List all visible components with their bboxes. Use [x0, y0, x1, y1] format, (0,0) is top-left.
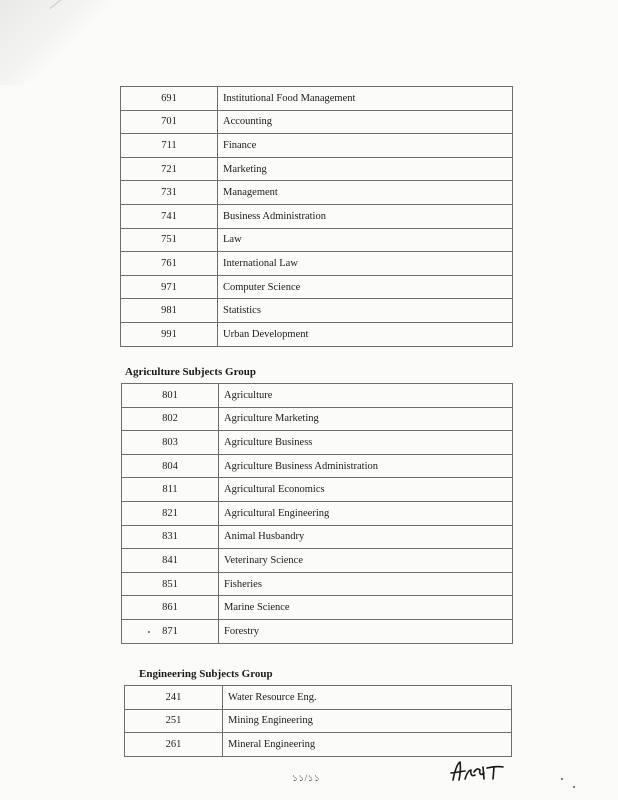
subject-name-cell: International Law: [218, 252, 513, 276]
table-row: [122, 454, 513, 478]
subject-code-cell: 721: [121, 157, 218, 181]
subject-name-cell: Institutional Food Management: [218, 87, 513, 111]
subject-name-cell: Agriculture Marketing: [219, 407, 513, 431]
subjects-table-engineering: [124, 685, 512, 757]
table-row: [122, 596, 513, 620]
subject-code-cell: 971: [121, 275, 218, 299]
subject-code-cell: 871: [122, 619, 219, 643]
table-row: [121, 228, 513, 252]
subject-code-cell: 831: [122, 525, 219, 549]
subject-name-cell: Finance: [218, 134, 513, 158]
subject-name-cell: Agricultural Engineering: [219, 501, 513, 525]
subject-code-cell: 821: [122, 501, 219, 525]
subject-code-cell: 802: [122, 407, 219, 431]
table-row: [122, 549, 513, 573]
subjects-table-general: [120, 86, 513, 347]
subject-code-cell: 804: [122, 454, 219, 478]
subjects-table-agriculture: [121, 383, 513, 644]
subject-name-cell: Urban Development: [218, 322, 513, 346]
subject-code-cell: 801: [122, 384, 219, 408]
subject-name-cell: Mineral Engineering: [223, 733, 512, 757]
subject-name-cell: Mining Engineering: [223, 709, 512, 733]
scan-speck: [561, 778, 563, 780]
subject-code-cell: 701: [121, 110, 218, 134]
subject-code-cell: 811: [122, 478, 219, 502]
subject-name-cell: Fisheries: [219, 572, 513, 596]
subject-code-cell: 981: [121, 299, 218, 323]
subject-code-cell: 691: [121, 87, 218, 111]
subject-name-cell: Marketing: [218, 157, 513, 181]
table-row: [121, 157, 513, 181]
engineering-group-heading: Engineering Subjects Group: [139, 668, 273, 680]
table-row: [122, 384, 513, 408]
subject-name-cell: Computer Science: [218, 275, 513, 299]
subject-name-cell: Management: [218, 181, 513, 205]
page-number: ১১/১১: [292, 773, 321, 783]
subject-name-cell: Law: [218, 228, 513, 252]
subject-code-cell: 761: [121, 252, 218, 276]
table-row: [122, 525, 513, 549]
table-row: [121, 252, 513, 276]
subject-name-cell: Animal Husbandry: [219, 525, 513, 549]
scan-speck: [148, 631, 150, 633]
subject-name-cell: Marine Science: [219, 596, 513, 620]
table-row: [121, 322, 513, 346]
subject-name-cell: Business Administration: [218, 204, 513, 228]
subject-name-cell: Water Resource Eng.: [223, 686, 512, 710]
subject-name-cell: Accounting: [218, 110, 513, 134]
subject-code-cell: 861: [122, 596, 219, 620]
table-row: [122, 572, 513, 596]
subject-name-cell: Agricultural Economics: [219, 478, 513, 502]
subject-code-cell: 751: [121, 228, 218, 252]
handwritten-signature: [447, 758, 509, 784]
subject-name-cell: Agriculture: [219, 384, 513, 408]
table-row: [122, 501, 513, 525]
table-row: [125, 733, 512, 757]
subject-code-cell: 741: [121, 204, 218, 228]
table-row: [121, 299, 513, 323]
folded-page-corner: [0, 0, 110, 85]
subject-code-cell: 841: [122, 549, 219, 573]
table-row: [121, 181, 513, 205]
subject-code-cell: 251: [125, 709, 223, 733]
subject-name-cell: Statistics: [218, 299, 513, 323]
agriculture-group-heading: Agriculture Subjects Group: [125, 366, 256, 378]
subject-code-cell: 851: [122, 572, 219, 596]
scan-speck: [573, 786, 575, 788]
subject-code-cell: 803: [122, 431, 219, 455]
table-row: [121, 110, 513, 134]
subject-name-cell: Agriculture Business Administration: [219, 454, 513, 478]
table-row: [125, 709, 512, 733]
table-row: [125, 686, 512, 710]
subject-name-cell: Veterinary Science: [219, 549, 513, 573]
table-row: [121, 87, 513, 111]
table-row: [122, 407, 513, 431]
table-row: [121, 134, 513, 158]
table-row: [121, 204, 513, 228]
table-row: [121, 275, 513, 299]
subject-code-cell: 261: [125, 733, 223, 757]
table-row: [122, 619, 513, 643]
subject-code-cell: 711: [121, 134, 218, 158]
subject-name-cell: Agriculture Business: [219, 431, 513, 455]
subject-code-cell: 991: [121, 322, 218, 346]
subject-name-cell: Forestry: [219, 619, 513, 643]
table-row: [122, 478, 513, 502]
subject-code-cell: 731: [121, 181, 218, 205]
subject-code-cell: 241: [125, 686, 223, 710]
table-row: [122, 431, 513, 455]
